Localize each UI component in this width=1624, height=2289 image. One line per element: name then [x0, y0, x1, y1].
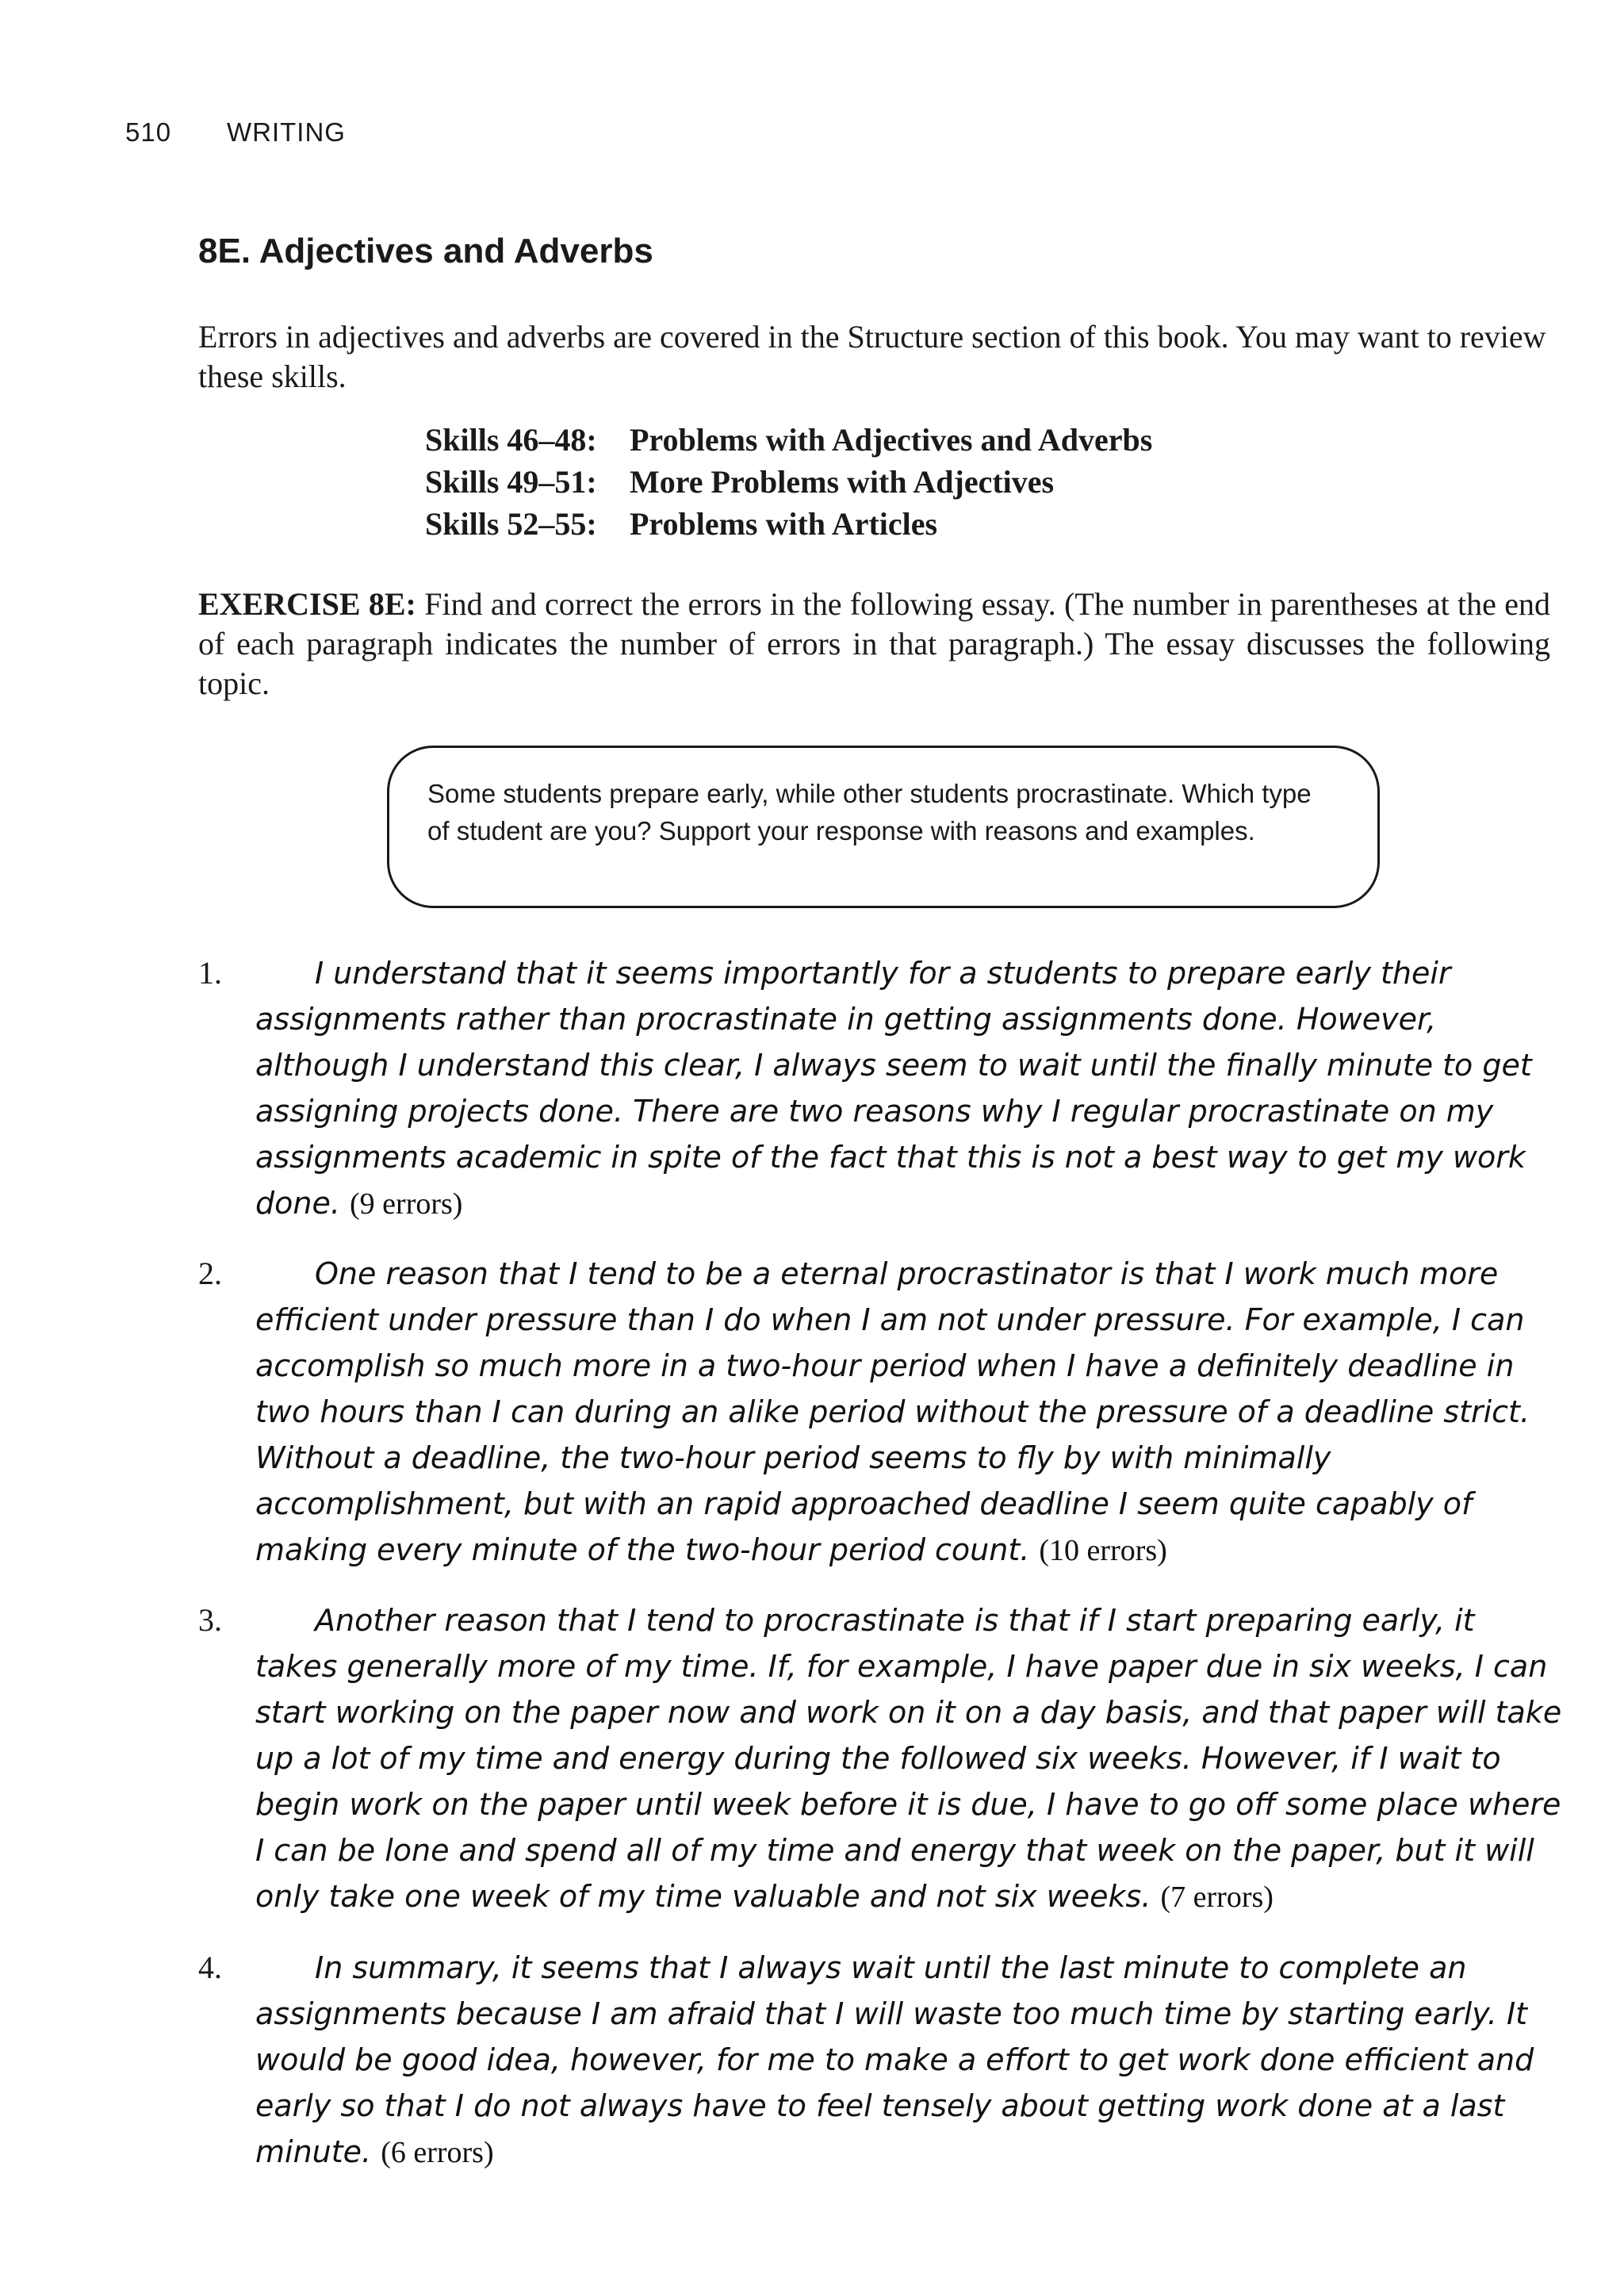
essay-paragraph-3: [198, 1597, 1562, 1920]
error-count: (6 errors): [381, 2136, 494, 2169]
essay-paragraph-4: [198, 1945, 1562, 2176]
paragraph-number: 2.: [198, 1256, 222, 1291]
intro-paragraph: Errors in adjectives and adverbs are covered in the Structure section of this book. You may want to review these skills.: [198, 319, 1546, 394]
paragraph-number: 3.: [198, 1602, 222, 1638]
skills-list: [425, 419, 1152, 545]
topic-prompt: Some students prepare early, while other students procrastinate. Which type of student are you? Support your response with reasons and examples.: [427, 779, 1312, 845]
exercise-text: Find and correct the errors in the following essay. (The number in parentheses at the end of each paragraph indicates the number of errors in that paragraph.) The essay discusses the following topic.: [198, 586, 1551, 701]
exercise-label: EXERCISE 8E:: [198, 586, 416, 622]
essay-paragraph-2: [198, 1251, 1562, 1574]
skill-topic: Problems with Adjectives and Adverbs: [630, 422, 1153, 458]
skill-range: Skills 46–48:: [425, 422, 597, 458]
essay-paragraph-1: [198, 950, 1562, 1227]
page-number: 510: [125, 117, 172, 147]
paragraph-text: I understand that it seems importantly for a students to prepare early their assignments rather than procrastinate in getting assignments done. However, although I understand this clear, I always seem to wait until the finally minute to get assigning projects done. There are two reasons why I regular procrastinate on my assignments academic in spite of the fact that this is not a best way to get my work done.: [255, 956, 1532, 1221]
section-heading: 8E. Adjectives and Adverbs: [198, 232, 653, 270]
skill-row: [425, 503, 1152, 545]
paragraph-body: [255, 1945, 1562, 2176]
error-count: (7 errors): [1160, 1881, 1274, 1914]
paragraph-body: [255, 950, 1562, 1227]
skill-topic: More Problems with Adjectives: [630, 464, 1055, 500]
skill-row: [425, 419, 1152, 461]
paragraph-text: Another reason that I tend to procrastinate is that if I start preparing early, it takes generally more of my time. If, for example, I have paper due in six weeks, I can start working on the paper now and work on it on a day basis, and that paper will take up a lot of my time and energy during the followed six weeks. However, if I wait to begin work on the paper until week before it is due, I have to go off some place where I can be lone and spend all of my time and energy that week on the paper, but it will only take one week of my time valuable and not six weeks.: [255, 1603, 1562, 1914]
running-title: WRITING: [227, 117, 346, 147]
skill-row: [425, 461, 1152, 503]
topic-box: [387, 746, 1380, 908]
paragraph-text: One reason that I tend to be a eternal procrastinator is that I work much more efficient under pressure than I do when I am not under pressure. For example, I can accomplish so much more in a two-hour period when I have a definitely deadline in two hours than I can during an alike period without the pressure of a deadline strict. Without a deadline, the two-hour period seems to fly by with minimally accomplishment, but with an rapid approached deadline I seem quite capably of making every minute of the two-hour period count.: [255, 1256, 1530, 1567]
exercise-instructions: [198, 585, 1550, 704]
skill-range: Skills 52–55:: [425, 506, 597, 542]
error-count: (10 errors): [1039, 1534, 1167, 1567]
paragraph-body: [255, 1597, 1562, 1920]
paragraph-number: 4.: [198, 1950, 222, 1985]
skill-topic: Problems with Articles: [630, 506, 938, 542]
error-count: (9 errors): [350, 1187, 463, 1221]
running-head: [125, 117, 346, 148]
skill-range: Skills 49–51:: [425, 464, 597, 500]
paragraph-text: In summary, it seems that I always wait until the last minute to complete an assignments because I am afraid that I will waste too much time by starting early. It would be good idea, however, for me to make a effort to get work done efficient and early so that I do not always have to feel tensely about getting work done at a last minute.: [255, 1950, 1534, 2169]
paragraph-number: 1.: [198, 955, 222, 991]
paragraph-body: [255, 1251, 1562, 1574]
